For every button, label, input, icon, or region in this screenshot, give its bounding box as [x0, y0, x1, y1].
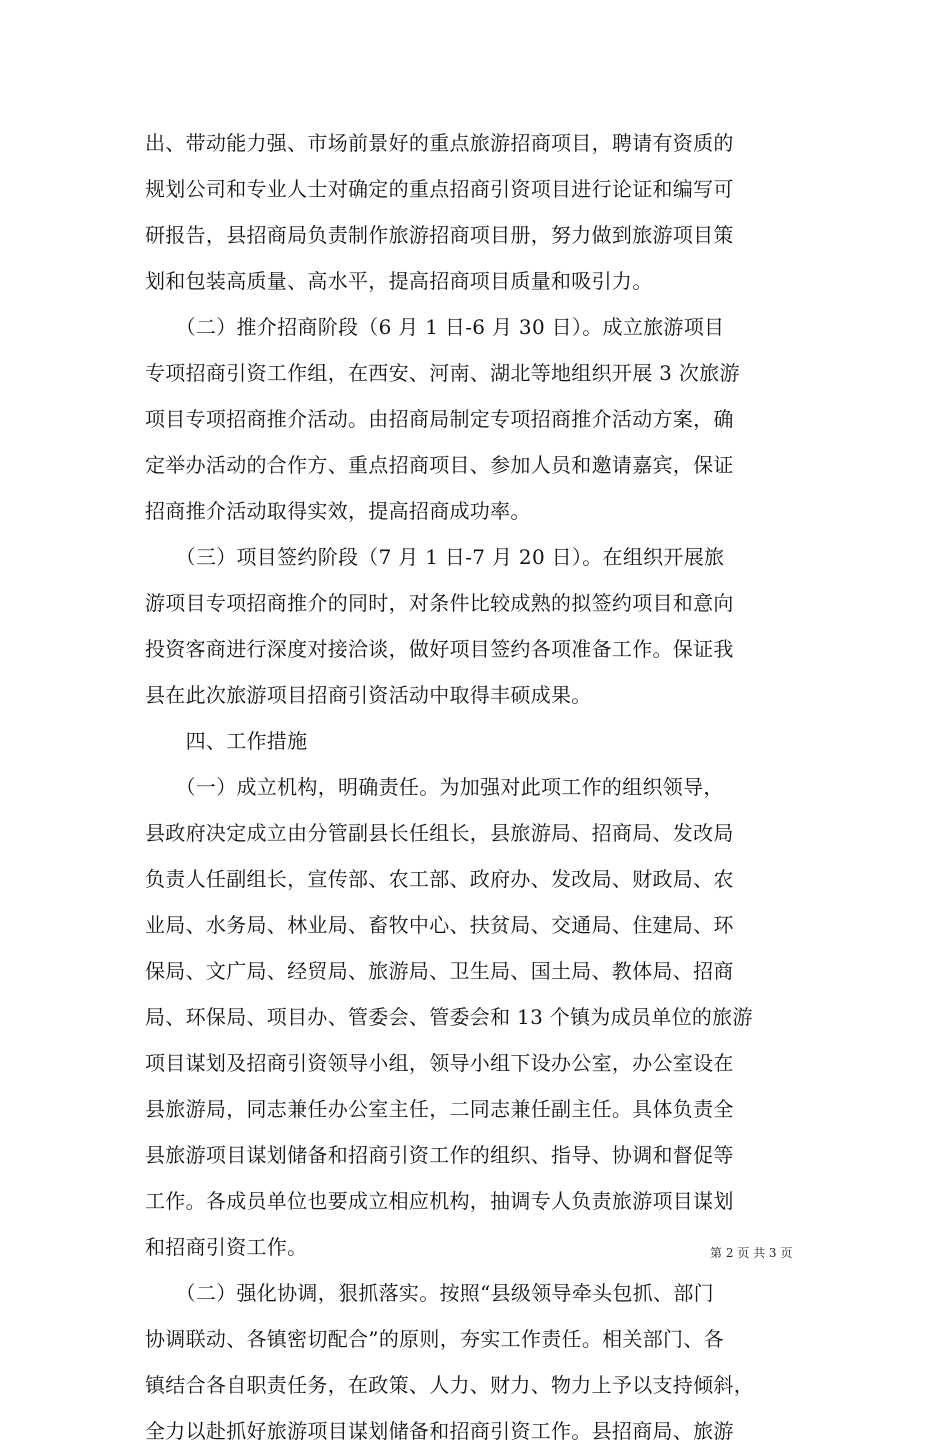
- text-line: 研报告，县招商局负责制作旅游招商项目册，努力做到旅游项目策: [145, 223, 734, 247]
- text-line: 局、环保局、项目办、管委会、管委会和 13 个镇为成员单位的旅游: [145, 1005, 753, 1029]
- section-heading: 四、工作措施: [145, 729, 308, 753]
- text-line: 游项目专项招商推介的同时，对条件比较成熟的拟签约项目和意向: [145, 591, 734, 615]
- text-line: 协调联动、各镇密切配合”的原则，夯实工作责任。相关部门、各: [145, 1327, 724, 1351]
- page-number: 第 2 页 共 3 页: [710, 1246, 793, 1260]
- text-line: 负责人任副组长，宣传部、农工部、政府办、发改局、财政局、农: [145, 867, 734, 891]
- text-line: 保局、文广局、经贸局、旅游局、卫生局、国土局、教体局、招商: [145, 959, 734, 983]
- text-line: （二）强化协调，狠抓落实。按照“县级领导牵头包抓、部门: [145, 1281, 714, 1305]
- text-line: 县政府决定成立由分管副县长任组长，县旅游局、招商局、发改局: [145, 821, 734, 845]
- text-line: 招商推介活动取得实效，提高招商成功率。: [145, 499, 531, 523]
- text-line: 和招商引资工作。: [145, 1235, 308, 1259]
- text-line: 划和包装高质量、高水平，提高招商项目质量和吸引力。: [145, 269, 653, 293]
- text-line: （三）项目签约阶段（7 月 1 日-7 月 20 日）。在组织开展旅: [145, 545, 725, 569]
- text-line: 投资客商进行深度对接洽谈，做好项目签约各项准备工作。保证我: [145, 637, 734, 661]
- text-line: （二）推介招商阶段（6 月 1 日-6 月 30 日）。成立旅游项目: [145, 315, 725, 339]
- text-line: 镇结合各自职责任务，在政策、人力、财力、物力上予以支持倾斜，: [145, 1373, 754, 1397]
- text-line: 工作。各成员单位也要成立相应机构，抽调专人负责旅游项目谋划: [145, 1189, 734, 1213]
- text-line: 县在此次旅游项目招商引资活动中取得丰硕成果。: [145, 683, 592, 707]
- text-line: 县旅游项目谋划储备和招商引资工作的组织、指导、协调和督促等: [145, 1143, 734, 1167]
- text-line: 专项招商引资工作组，在西安、河南、湖北等地组织开展 3 次旅游: [145, 361, 740, 385]
- text-line: 县旅游局，同志兼任办公室主任，二同志兼任副主任。具体负责全: [145, 1097, 734, 1121]
- text-line: 项目专项招商推介活动。由招商局制定专项招商推介活动方案，确: [145, 407, 734, 431]
- text-line: 定举办活动的合作方、重点招商项目、参加人员和邀请嘉宾，保证: [145, 453, 734, 477]
- text-line: 全力以赴抓好旅游项目谋划储备和招商引资工作。县招商局、旅游: [145, 1419, 734, 1443]
- text-line: 项目谋划及招商引资领导小组，领导小组下设办公室，办公室设在: [145, 1051, 734, 1075]
- text-line: 业局、水务局、林业局、畜牧中心、扶贫局、交通局、住建局、环: [145, 913, 734, 937]
- text-line: 规划公司和专业人士对确定的重点招商引资项目进行论证和编写可: [145, 177, 734, 201]
- text-line: （一）成立机构，明确责任。为加强对此项工作的组织领导，: [145, 775, 724, 799]
- text-line: 出、带动能力强、市场前景好的重点旅游招商项目，聘请有资质的: [145, 131, 734, 155]
